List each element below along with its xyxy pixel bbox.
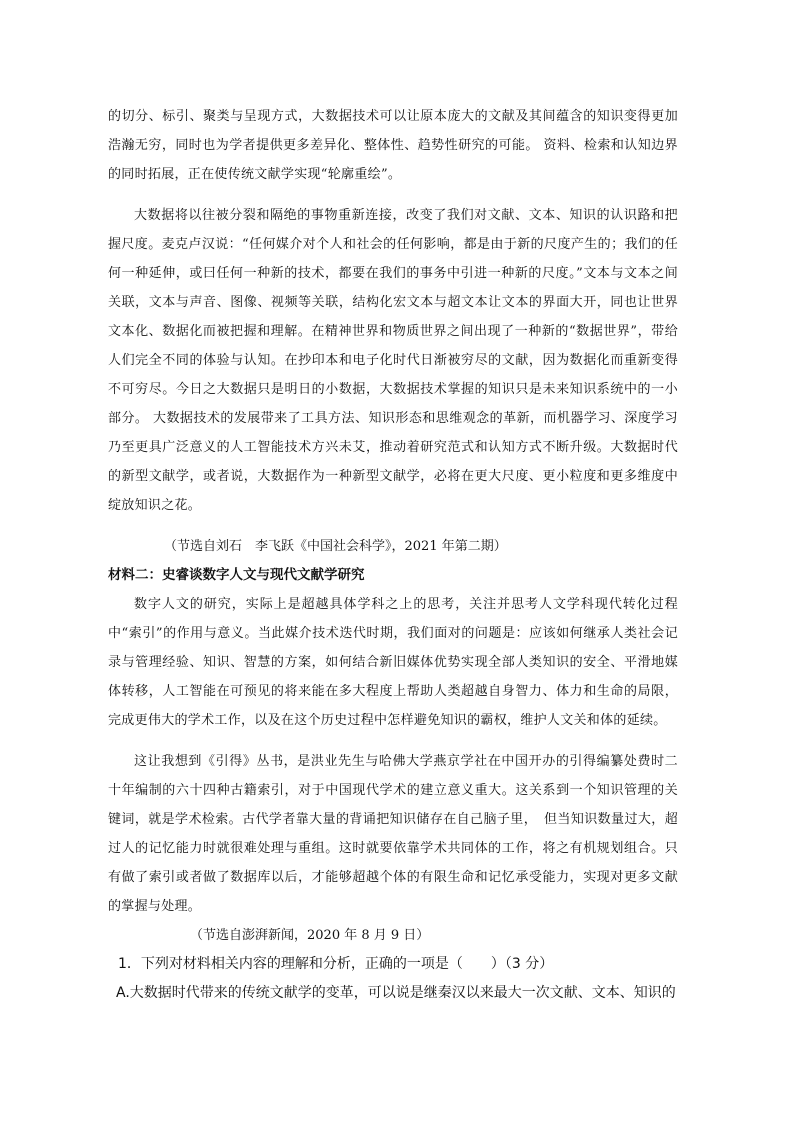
paragraph-index-series: 这让我想到《引得》丛书，是洪业先生与哈佛大学燕京学社在中国开办的引得编纂处费时二十年编制的六十四种古籍索引，对于中国现代学术的建立意义重大。这关系到一个知识管理的关键词，就是学术检索。古代学者靠大量的背诵把知识储存在自己脑子里， 但当知识数量过大，超过人的记忆能力时就很难处理与重组。这时就要依靠学术共同体的工作，将之有机规划组合。只有做了索引或者做了数据库以后，才能够超越个体的有限生命和记忆承受能力，实现对更多文献的掌握与处理。 (108, 754, 678, 914)
source-citation-2: （节选自澎湃新闻，2020 年 8 月 9 日） (190, 928, 430, 943)
question-1-title: 1．下列对材料相关内容的理解和分析，正确的一项是（ ）（3 分） (118, 956, 554, 972)
paragraph-digital-humanities: 数字人文的研究，实际上是超越具体学科之上的思考，关注并思考人文学科现代转化过程中“索引”的作用与意义。当此媒介技术迭代时期，我们面对的问题是：应该如何继承人类社会记录与管理经验、知识、智慧的方案，如何结合新旧媒体优势实现全部人类知识的安全、平滑地媒体转移，人工智能在可预见的将来能在多大程度上帮助人类超越自身智力、体力和生命的局限，完成更伟大的学术工作，以及在这个历史过程中怎样避免知识的霸权，维护人文关和体的延续。 (108, 597, 678, 728)
paragraph-continuation: 的切分、标引、聚类与呈现方式，大数据技术可以让原本庞大的文献及其间蕴含的知识变得更加浩瀚无穷，同时也为学者提供更多差异化、整体性、趋势性研究的可能。 资料、检索和认知边界的同时拓展，正在使传统文献学实现“轮廓重绘”。 (108, 109, 678, 182)
source-citation-1: （节选自刘石 李飞跃《中国社会科学》，2021 年第二期） (164, 539, 507, 554)
paragraph-big-data: 大数据将以往被分裂和隔绝的事物重新连接，改变了我们对文献、文本、知识的认识路和把握尺度。麦克卢汉说：“任何媒介对个人和社会的任何影响，都是由于新的尺度产生的；我们的任何一种延伸，或曰任何一种新的技术，都要在我们的事务中引进一种新的尺度。”文本与文本之间关联，文本与声音、图像、视频等关联，结构化宏文本与超文本让文本的界面大开，同也让世界文本化、数据化而被把握和理解。在精神世界和物质世界之间出现了一种新的“数据世界”，带给人们完全不同的体验与认知。在抄印本和电子化时代日渐被穷尽的文献，因为数据化而重新变得不可穷尽。今日之大数据只是明日的小数据，大数据技术掌握的知识只是未来知识系统中的一小部分。 大数据技术的发展带来了工具方法、知识形态和思维观念的革新，而机器学习、深度学习乃至更具广泛意义的人工智能技术方兴未艾，推动着研究范式和认知方式不断升级。大数据时代的新型文献学，或者说，大数据作为一种新型文献学，必将在更大尺度、更小粒度和更多维度中绽放知识之花。 (108, 208, 678, 513)
document-body (108, 102, 678, 1008)
material-two-heading: 材料二：史睿谈数字人文与现代文献学研究 (108, 567, 365, 583)
question-1-option-a: A.大数据时代带来的传统文献学的变革，可以说是继秦汉以来最大一次文献、文本、知识的 (116, 985, 676, 1001)
